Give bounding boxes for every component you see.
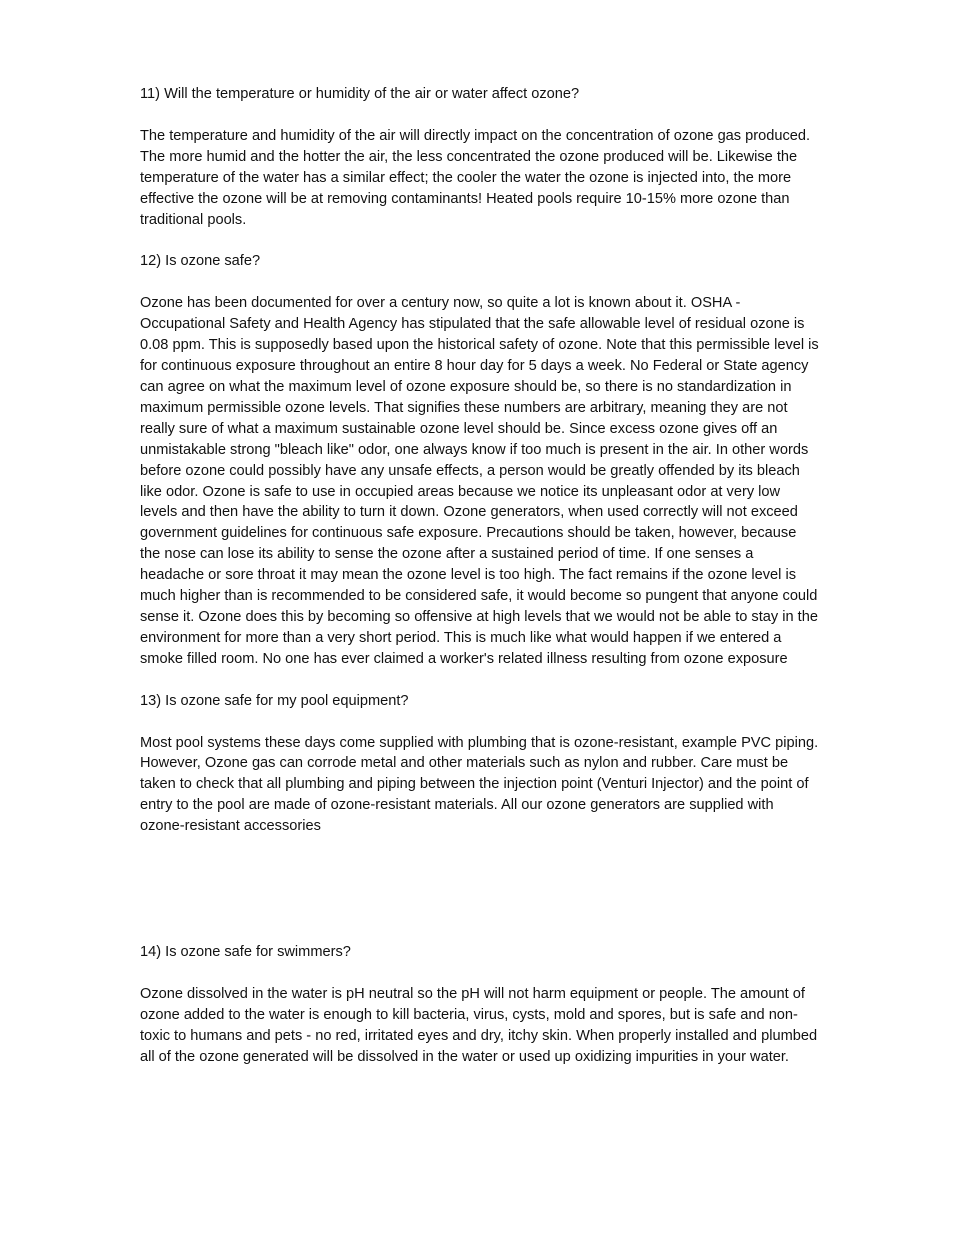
document-page <box>140 84 820 1089</box>
answer-12: Ozone has been documented for over a century now, so quite a lot is known about it. OSHA - Occupational Safety and Health Agency has stipulated that the safe allowable level of residual ozone is 0.08 ppm. This is supposedly based upon the historical safety of ozone. Note that this permissible level is for continuous exposure throughout an entire 8 hour day for 5 days a week. No Federal or State agency can agree on what the maximum level of ozone exposure should be, so there is no standardization in maximum permissible ozone levels. That signifies these numbers are arbitrary, meaning they are not really sure of what a maximum sustainable ozone level should be. Since excess ozone gives off an unmistakable strong "bleach like" odor, one always know if too much is present in the air. In other words before ozone could possibly have any unsafe effects, a person would be greatly offended by its bleach like odor. Ozone is safe to use in occupied areas because we notice its unpleasant odor at very low levels and then have the ability to turn it down. Ozone generators, when used correctly will not exceed government guidelines for continuous safe exposure. Precautions should be taken, however, because the nose can lose its ability to sense the ozone after a sustained period of time. If one senses a headache or sore throat it may mean the ozone level is too high. The fact remains if the ozone level is much higher than is recommended to be considered safe, it would become so pungent that anyone could sense it. Ozone does this by becoming so offensive at high levels that we would not be able to stay in the environment for more than a very short period. This is much like what would happen if we entered a smoke filled room. No one has ever claimed a worker's related illness resulting from ozone exposure <box>140 295 819 667</box>
answer-14: Ozone dissolved in the water is pH neutral so the pH will not harm equipment or people. The amount of ozone added to the water is enough to kill bacteria, virus, cysts, mold and spores, but is safe and non-toxic to humans and pets - no red, irritated eyes and dry, itchy skin. When properly installed and plumbed all of the ozone generated will be dissolved in the water or used up oxidizing impurities in your water. <box>140 986 818 1065</box>
question-12: 12) Is ozone safe? <box>140 253 261 270</box>
answer-11: The temperature and humidity of the air will directly impact on the concentration of ozone gas produced. The more humid and the hotter the air, the less concentrated the ozone produced will be. Likewise the temperature of the water has a similar effect; the cooler the water the ozone is injected into, the more effective the ozone will be at removing contaminants! Heated pools require 10-15% more ozone than traditional pools. <box>140 127 811 228</box>
question-11: 11) Will the temperature or humidity of the air or water affect ozone? <box>140 86 580 102</box>
answer-13: Most pool systems these days come supplied with plumbing that is ozone-resistant, example PVC piping. However, Ozone gas can corrode metal and other materials such as nylon and rubber. Care must be taken to check that all plumbing and piping between the injection point (Venturi Injector) and the point of entry to the pool are made of ozone-resistant materials. All our ozone generators are supplied with ozone-resistant accessories <box>140 734 819 835</box>
question-14: 14) Is ozone safe for swimmers? <box>140 944 351 961</box>
blank-space <box>140 858 820 942</box>
question-13: 13) Is ozone safe for my pool equipment? <box>140 692 409 709</box>
